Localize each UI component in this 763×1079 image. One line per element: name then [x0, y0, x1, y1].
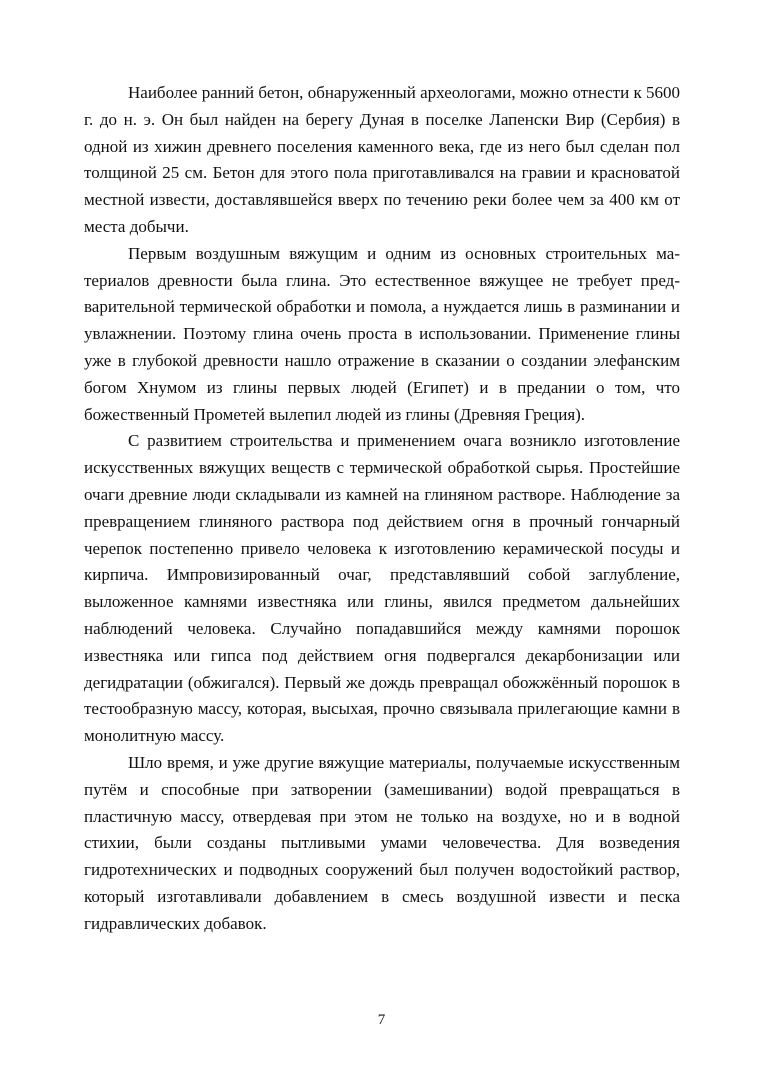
paragraph-3: С развитием строительства и применением очага возникло изготовление искусственных вяжущих веществ с термической обработкой сырья. Простейшие очаги древние люди складывали из камней на глиняном растворе. Наблюдение за превращением глиняного раствора под действием огня в прочный гончарный черепок постепенно привело человека к изготовлению керамической посуды и кирпича. Импровизированный очаг, представлявший собой заглубление, выложенное камнями известняка или глины, явился предметом дальнейших наблюдений человека. Случайно попадавшийся между камнями порошок известняка или гипса под действием огня подвергался декарбонизации или дегидратации (обжигался). Первый же дождь превращал обожжённый порошок в тестообразную массу, которая, высыхая, прочно связывала прилегающие камни в монолитную массу.: [84, 431, 680, 746]
body-text: [84, 80, 680, 938]
page-number: 7: [377, 1012, 386, 1028]
paragraph-1: Наиболее ранний бетон, обнаруженный археологами, можно отнести к 5600 г. до н. э. Он был найден на берегу Дуная в поселке Лапенски Вир (Сербия) в одной из хижин древнего поселения каменного века, где из него был сделан пол толщиной 25 см. Бетон для этого пола приготавливался на гравии и красноватой местной извести, доставлявшейся вверх по течению реки более чем за 400 км от места добычи.: [84, 83, 680, 236]
paragraph-2: Первым воздушным вяжущим и одним из основных строительных материалов древности была глина. Это естественное вяжущее не требует предварительной термической обработки и помола, а нуждается лишь в разминании и увлажнении. Поэтому глина очень проста в использовании. Применение глины уже в глубокой древности нашло отражение в сказании о создании элефанским богом Хнумом из глины первых людей (Египет) и в предании о том, что божественный Прометей вылепил людей из глины (Древняя Греция).: [84, 243, 680, 424]
paragraph-4: Шло время, и уже другие вяжущие материалы, получаемые искусственным путём и способные при затворении (замешивании) водой превращаться в пластичную массу, отвердевая при этом не только на воздухе, но и в водной стихии, были созданы пытливыми умами человечества. Для возведения гидротехнических и подводных сооружений был получен водостойкий раствор, который изготавливали добавлением в смесь воздушной извести и песка гидравлических добавок.: [84, 752, 680, 933]
